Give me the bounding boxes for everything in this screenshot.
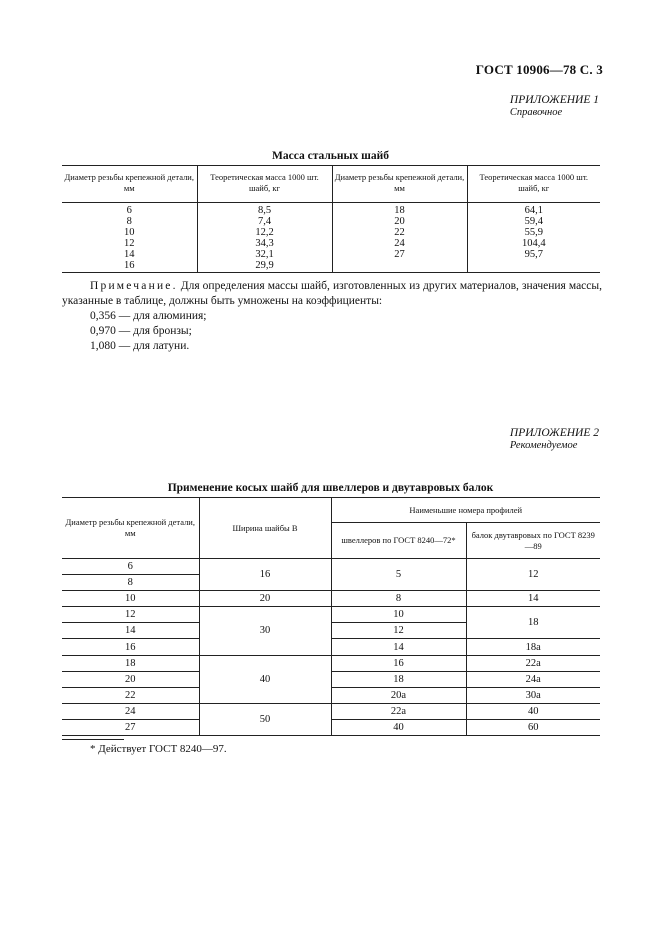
width-cell: 30 — [199, 607, 331, 655]
diameter-cell: 18 — [332, 203, 467, 217]
channel-cell: 18 — [331, 671, 466, 687]
mass-cell: 32,1 — [197, 249, 332, 260]
diameter-cell: 20 — [332, 216, 467, 227]
diameter-cell: 6 — [62, 559, 199, 575]
diameter-cell: 27 — [62, 719, 199, 735]
header-width — [199, 498, 331, 559]
header-mass: Теоретическая масса 1000 шт. шайб, кг — [467, 166, 600, 203]
diameter-cell: 24 — [332, 238, 467, 249]
diameter-cell: 8 — [126, 216, 132, 228]
mass-cell: 64,1 — [467, 203, 600, 217]
mass-cell: 55,9 — [467, 227, 600, 238]
channel-cell: 16 — [331, 655, 466, 671]
diameter-cell: 12 — [62, 607, 199, 623]
mass-cell: 8,5 — [197, 203, 332, 217]
width-cell: 20 — [199, 591, 331, 607]
coefficient-bronze: 0,970 — для бронзы; — [90, 325, 192, 337]
diameter-cell: 6 — [126, 205, 132, 216]
channel-cell: 12 — [331, 623, 466, 639]
appendix-2-title: ПРИЛОЖЕНИЕ 2 — [509, 427, 599, 439]
diameter-cell: 10 — [62, 591, 199, 607]
diameter-cell: 20 — [62, 671, 199, 687]
diameter-cell: 14 — [62, 623, 199, 639]
mass-cell: 59,4 — [467, 216, 600, 227]
table-row — [62, 238, 600, 249]
beam-cell: 24а — [466, 671, 600, 687]
diameter-cell: 22 — [332, 227, 467, 238]
bevel-washer-application-table — [62, 497, 600, 736]
beam-cell: 60 — [466, 719, 600, 735]
diameter-cell: 16 — [62, 639, 199, 655]
appendix-2-heading — [510, 427, 599, 451]
channel-cell: 10 — [331, 607, 466, 623]
beam-cell: 40 — [466, 703, 600, 719]
diameter-cell: 8 — [62, 575, 199, 591]
table-row — [62, 203, 600, 217]
mass-cell: 95,7 — [467, 249, 600, 260]
appendix-1-heading — [510, 94, 599, 118]
header-width-label: Ширина шайбы B — [232, 522, 298, 533]
table-row — [62, 249, 600, 260]
steel-washer-mass-table — [62, 165, 600, 273]
mass-cell: 29,9 — [197, 260, 332, 272]
appendix-1-title: ПРИЛОЖЕНИЕ 1 — [509, 94, 599, 106]
beam-cell: 14 — [466, 591, 600, 607]
channel-cell: 20а — [331, 687, 466, 703]
page-header: ГОСТ 10906—78 С. 3 — [475, 62, 603, 77]
note-text: Для определения массы шайб, изготовленных из других материалов, значения массы, указанные в таблице, должны быть умножены на коэффициенты: — [62, 280, 602, 307]
diameter-cell: 18 — [62, 655, 199, 671]
diameter-cell: 10 — [124, 227, 135, 239]
channel-cell: 5 — [331, 559, 466, 591]
appendix-1-subtitle: Справочное — [509, 107, 563, 118]
header-diameter: Диаметр резьбы крепежной детали, мм — [62, 498, 199, 559]
table-1-title: Масса стальных шайб — [272, 150, 389, 162]
channel-cell: 22а — [331, 703, 466, 719]
footnote-divider — [62, 739, 124, 740]
header-profiles: Наименьшие номера профилей — [331, 498, 600, 523]
header-mass: Теоретическая масса 1000 шт. шайб, кг — [197, 166, 332, 203]
beam-cell: 18 — [466, 607, 600, 639]
mass-cell: 7,4 — [197, 216, 332, 227]
beam-cell: 22а — [466, 655, 600, 671]
width-cell: 16 — [199, 559, 331, 591]
channel-cell: 40 — [331, 719, 466, 735]
beam-cell: 12 — [466, 559, 600, 591]
diameter-cell: 22 — [62, 687, 199, 703]
note — [62, 279, 602, 354]
channel-cell: 14 — [331, 639, 466, 655]
beam-cell: 30а — [466, 687, 600, 703]
mass-cell — [467, 260, 600, 272]
header-beams: балок двутавровых по ГОСТ 8239—89 — [466, 523, 600, 559]
header-diameter: Диаметр резьбы крепежной детали, мм — [62, 166, 197, 203]
header-diameter: Диаметр резьбы крепежной детали, мм — [332, 166, 467, 203]
diameter-cell: 16 — [62, 260, 197, 272]
coefficient-brass: 1,080 — для латуни. — [90, 340, 190, 352]
mass-cell: 34,3 — [197, 238, 332, 249]
diameter-cell: 24 — [62, 703, 199, 719]
width-cell: 50 — [199, 703, 331, 735]
table-row — [62, 216, 600, 227]
footnote: * Действует ГОСТ 8240—97. — [90, 743, 227, 755]
mass-cell: 104,4 — [467, 238, 600, 249]
diameter-cell: 14 — [124, 249, 135, 261]
beam-cell: 18а — [466, 639, 600, 655]
channel-cell: 8 — [331, 591, 466, 607]
table-row — [62, 260, 600, 272]
diameter-cell — [332, 260, 467, 272]
table-header-row — [62, 166, 600, 203]
mass-cell: 12,2 — [197, 227, 332, 238]
table-2-title: Применение косых шайб для швеллеров и двутавровых балок — [167, 482, 494, 494]
width-cell: 40 — [199, 655, 331, 703]
note-label: Примечание. — [90, 280, 178, 292]
diameter-cell: 27 — [332, 249, 467, 260]
header-channels: швеллеров по ГОСТ 8240—72* — [331, 523, 466, 559]
appendix-2-subtitle: Рекомендуемое — [509, 440, 578, 451]
table-row — [62, 227, 600, 238]
diameter-cell: 12 — [124, 238, 135, 250]
coefficient-aluminium: 0,356 — для алюминия; — [90, 310, 207, 322]
